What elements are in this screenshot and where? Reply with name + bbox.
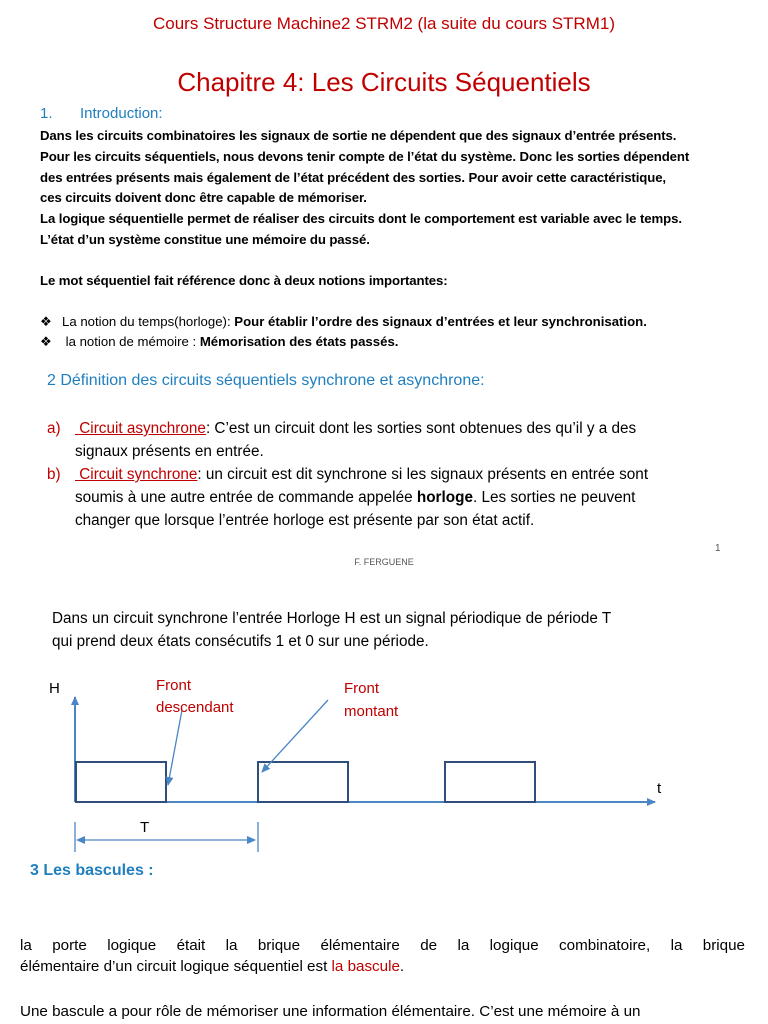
author: F. FERGUENE	[354, 557, 414, 567]
term-asynchrone: Circuit asynchrone	[75, 420, 206, 437]
clock-diagram	[0, 660, 768, 860]
section3-title: 3 Les bascules :	[30, 862, 154, 879]
item-text: : un circuit est dit synchrone si les signaux présents en entrée sont	[197, 466, 649, 483]
text: élémentaire d’un circuit logique séquentiel est	[20, 958, 332, 975]
falling-edge-label: Front	[156, 677, 192, 694]
item-text-part: . Les sorties ne peuvent	[472, 489, 636, 506]
clock-pulse	[445, 762, 535, 802]
rising-edge-label: montant	[344, 703, 399, 720]
intro-line: La logique séquentielle permet de réaliser des circuits dont le comportement est variable avec le temps.	[40, 211, 682, 226]
paragraph-line	[20, 958, 745, 975]
intro-line: Dans les circuits combinatoires les signaux de sortie ne dépendent que des signaux d’entrée présents.	[40, 128, 677, 143]
course-title: Cours Structure Machine2 STRM2 (la suite du cours STRM1)	[153, 14, 615, 33]
y-axis-label: H	[49, 680, 60, 697]
word: de	[420, 937, 438, 954]
word: était	[176, 937, 206, 954]
item-text-part: soumis à une autre entrée de commande appelée	[75, 489, 417, 506]
clock-description: Dans un circuit synchrone l’entrée Horloge H est un signal périodique de période T	[52, 610, 612, 627]
item-asynchrone	[47, 420, 636, 438]
word: brique	[257, 937, 301, 954]
word: la	[670, 937, 683, 954]
item-marker: b)	[47, 466, 61, 483]
word: combinatoire,	[559, 937, 651, 954]
item-marker: a)	[47, 420, 61, 437]
falling-edge-arrow	[168, 710, 182, 785]
bullet-label: La notion du temps(horloge):	[62, 314, 235, 329]
intro-number: 1.	[40, 105, 53, 122]
word: élémentaire	[320, 937, 400, 954]
item-text-cont: changer que lorsque l’entrée horloge est présente par son état actif.	[75, 512, 535, 529]
bullet-text: Pour établir l’ordre des signaux d’entrées et leur synchronisation.	[234, 314, 647, 329]
notions-intro: Le mot séquentiel fait référence donc à deux notions importantes:	[40, 273, 448, 288]
word: la	[225, 937, 238, 954]
intro-line: L’état d’un système constitue une mémoire du passé.	[40, 232, 370, 247]
intro-line: Pour les circuits séquentiels, nous devons tenir compte de l’état du système. Donc les sorties dépendent	[40, 149, 690, 164]
intro-title: Introduction:	[80, 105, 163, 122]
bullet-memory	[40, 334, 398, 350]
intro-heading	[40, 105, 163, 122]
bascule-paragraph	[20, 937, 745, 975]
clock-pulse	[76, 762, 166, 802]
item-text-cont: signaux présents en entrée.	[75, 443, 264, 460]
rising-edge-label: Front	[344, 680, 380, 697]
section2-title: 2 Définition des circuits séquentiels synchrone et asynchrone:	[47, 372, 485, 389]
item-text: : C’est un circuit dont les sorties sont obtenues des qu’il y a des	[205, 420, 637, 437]
clock-pulse	[258, 762, 348, 802]
bascule-paragraph-2: Une bascule a pour rôle de mémoriser une information élémentaire. C’est une mémoire à un	[20, 1003, 641, 1020]
item-synchrone	[47, 466, 648, 484]
word: logique	[489, 937, 539, 954]
justified-line	[20, 937, 745, 954]
text: .	[399, 958, 405, 975]
word: logique	[107, 937, 157, 954]
la-bascule-term: la bascule	[331, 958, 400, 975]
bullet-time	[40, 314, 647, 330]
bullet-text: Mémorisation des états passés.	[199, 334, 399, 349]
chapter-title: Chapitre 4: Les Circuits Séquentiels	[177, 67, 591, 97]
word: la	[457, 937, 470, 954]
item-text-cont	[75, 489, 635, 507]
intro-line: des entrées présents mais également de l’état précédent des sorties. Pour avoir cette caractéristique,	[40, 170, 666, 185]
intro-line: ces circuits doivent donc être capable de mémoriser.	[40, 190, 367, 205]
word: porte	[52, 937, 87, 954]
period-label: T	[140, 819, 150, 836]
x-axis-label: t	[657, 780, 662, 797]
horloge-term: horloge	[416, 489, 473, 506]
page-number: 1	[715, 543, 721, 554]
falling-edge-label: descendant	[156, 699, 234, 716]
word: la	[20, 937, 32, 954]
word: brique	[702, 937, 745, 954]
clock-description: qui prend deux états consécutifs 1 et 0 sur une période.	[52, 633, 429, 650]
term-synchrone: Circuit synchrone	[75, 466, 198, 483]
diamond-bullet-icon: ❖	[40, 314, 52, 329]
diamond-bullet-icon: ❖	[40, 334, 52, 349]
bullet-label: la notion de mémoire :	[62, 334, 200, 349]
